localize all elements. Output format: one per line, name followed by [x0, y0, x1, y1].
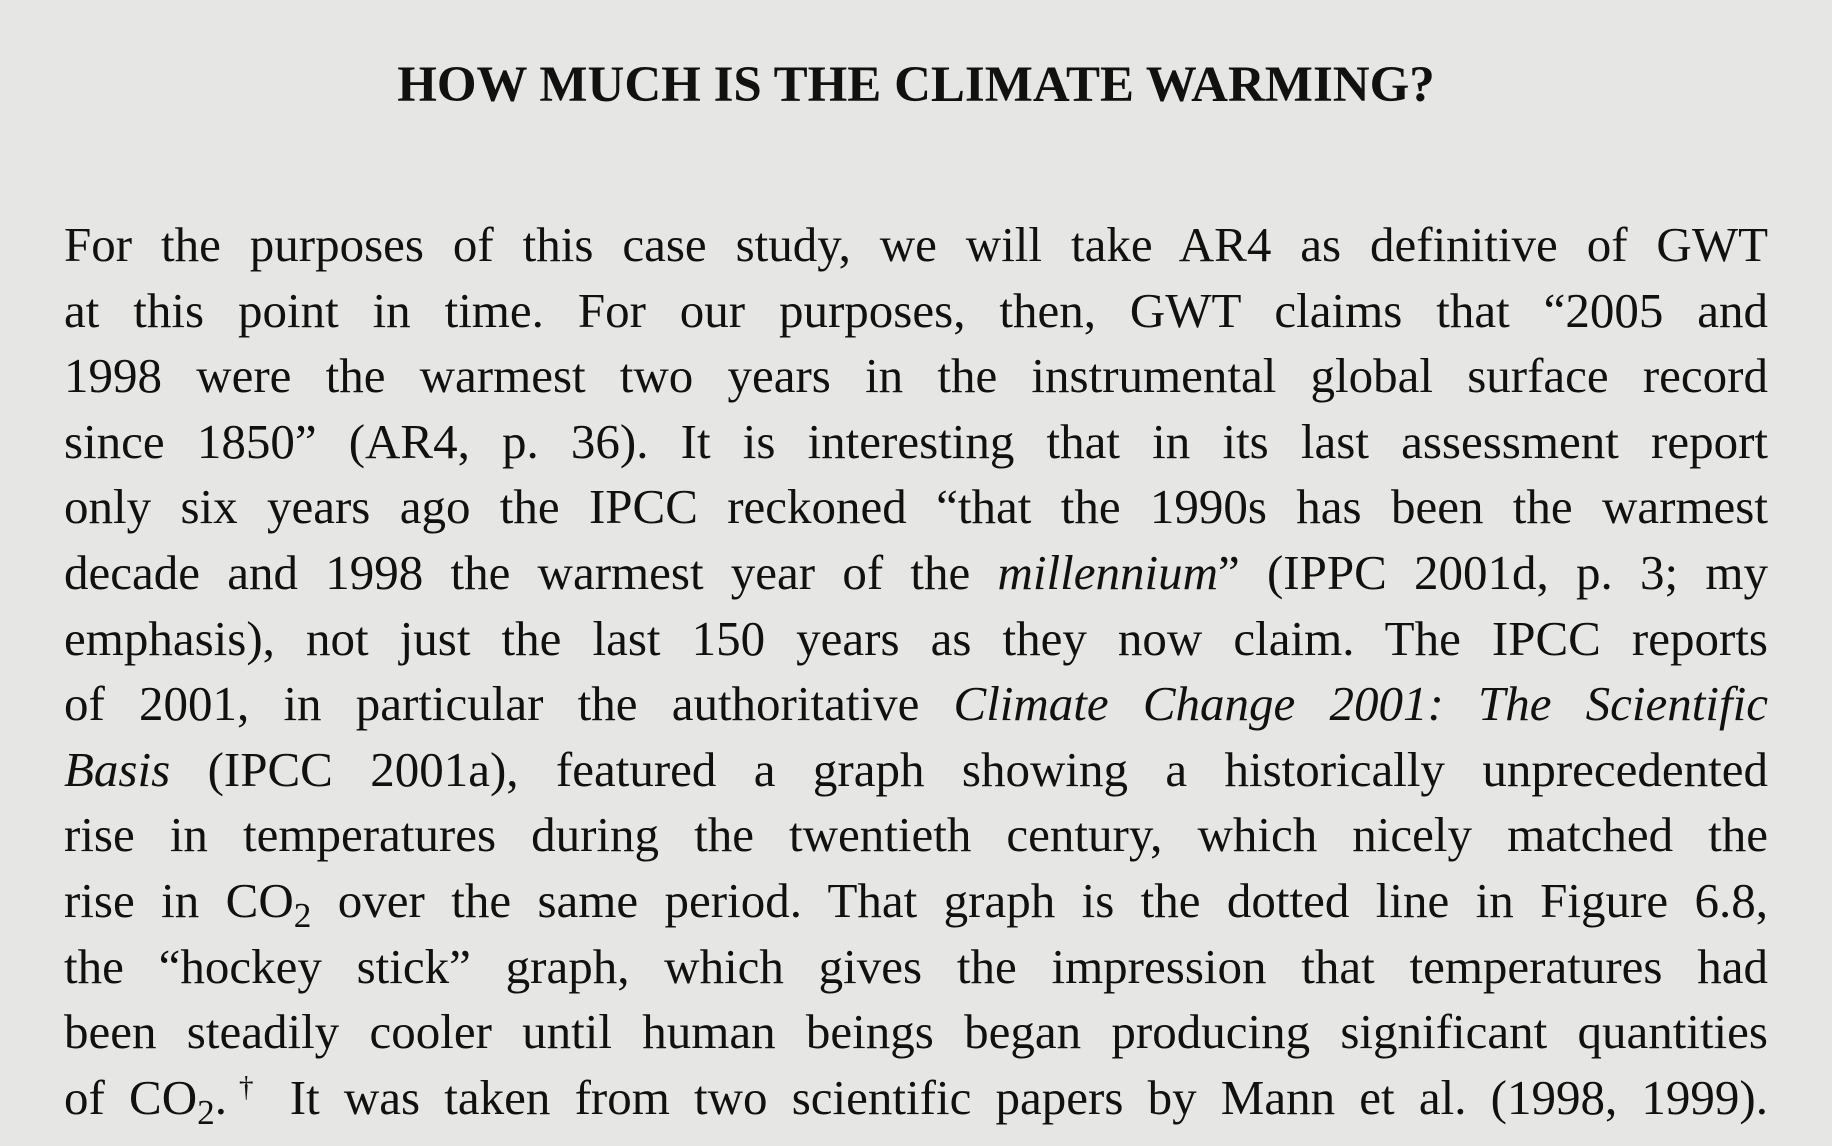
text-line: [64, 802, 1768, 868]
text-run: ” (IPPC 2001d, p. 3; my: [1218, 544, 1768, 600]
footnote-marker[interactable]: †: [226, 1071, 266, 1104]
text-run: It was taken from two scientific papers by Mann et al. (1998, 1999).: [265, 1069, 1768, 1125]
book-title: Climate Change 2001: The Scientific: [953, 676, 1768, 732]
text-run: of 2001, in particular the authoritative: [64, 676, 954, 732]
text-line: [64, 278, 1768, 344]
text-line: [64, 212, 1768, 278]
text-line: [64, 474, 1768, 540]
text-line: [64, 934, 1768, 1000]
text-run: emphasis), not just the last 150 years as they now claim. The IPCC reports: [64, 610, 1768, 666]
text-line: [64, 999, 1768, 1065]
text-run: since 1850” (AR4, p. 36). It is interesting that in its last assessment report: [64, 413, 1768, 469]
text-run: only six years ago the IPCC reckoned “that the 1990s has been the warmest: [64, 479, 1768, 535]
text-run: rise in CO: [64, 872, 294, 928]
text-run: decade and 1998 the warmest year of the: [64, 544, 998, 600]
subscript: 2: [293, 895, 312, 935]
book-title: Basis: [64, 741, 171, 797]
section-heading: HOW MUCH IS THE CLIMATE WARMING?: [397, 57, 1435, 113]
text-run: 1998 were the warmest two years in the instrumental global surface record: [64, 348, 1768, 404]
text-run: at this point in time. For our purposes, then, GWT claims that “2005 and: [64, 282, 1768, 338]
text-run: of CO: [64, 1069, 198, 1125]
text-line: [64, 737, 1768, 803]
text-line: [64, 868, 1768, 934]
text-run: rise in temperatures during the twentieth century, which nicely matched the: [64, 807, 1768, 863]
text-line: [64, 606, 1768, 672]
text-line: [64, 1065, 1768, 1131]
text-line: [64, 671, 1768, 737]
text-run: (IPCC 2001a), featured a graph showing a historically unprecedented: [170, 741, 1768, 797]
text-run: the “hockey stick” graph, which gives the impression that temperatures had: [64, 938, 1768, 994]
emphasis-text: millennium: [997, 544, 1218, 600]
text-line: [64, 409, 1768, 475]
text-run: .: [214, 1069, 227, 1125]
text-run: been steadily cooler until human beings began producing significant quantities: [64, 1004, 1768, 1060]
text-run: For the purposes of this case study, we will take AR4 as definitive of GWT: [64, 217, 1768, 272]
text-line: [64, 343, 1768, 409]
subscript: 2: [197, 1092, 215, 1132]
text-run: over the same period. That graph is the dotted line in Figure 6.8,: [311, 872, 1768, 928]
body-paragraph: [64, 212, 1768, 1130]
text-line: [64, 540, 1768, 606]
